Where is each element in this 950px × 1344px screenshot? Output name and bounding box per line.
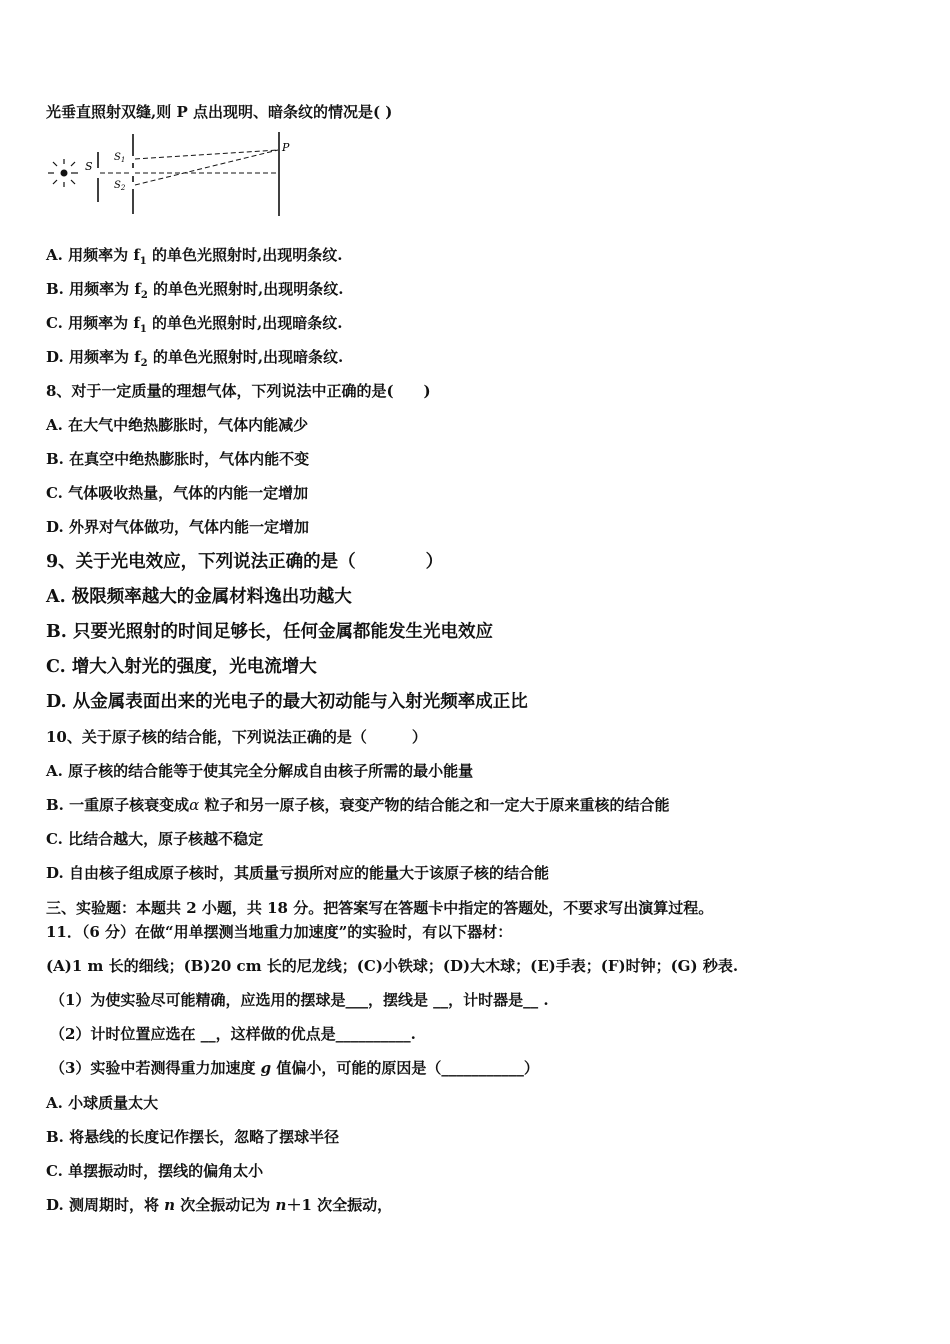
q8-option-c: C. 气体吸收热量，气体的内能一定增加 [46,484,309,502]
q8-stem: 8、对于一定质量的理想气体，下列说法中正确的是( ) [46,382,431,400]
q10-option-c: C. 比结合越大，原子核越不稳定 [46,830,264,848]
q8-option-b: B. 在真空中绝热膨胀时，气体内能不变 [46,450,310,468]
q9-option-c: C. 增大入射光的强度，光电流增大 [46,657,317,677]
ray-s2-to-p [135,150,278,185]
label-s2: $S_2$ [114,180,126,192]
q7-option-a: A. 用频率为 $f_1$ 的单色光照射时,出现明条纹. [46,246,343,267]
question-intro: 光垂直照射双缝,则 P 点出现明、暗条纹的情况是( ) [46,103,393,121]
q11-sub3: （3）实验中若测得重力加速度 g 值偏小，可能的原因是（___________） [50,1059,539,1077]
q11-option-a: A. 小球质量太大 [46,1094,159,1112]
q10-stem: 10、关于原子核的结合能，下列说法正确的是（ ） [46,728,427,746]
q11-sub1: （1）为使实验尽可能精确，应选用的摆球是___，摆线是 __，计时器是__ . [50,991,549,1009]
q10-option-b: B. 一重原子核衰变成α 粒子和另一原子核，衰变产物的结合能之和一定大于原来重核的结合能 [46,796,670,814]
ray-s1-to-p [135,150,278,159]
q10-option-a: A. 原子核的结合能等于使其完全分解成自由核子所需的最小能量 [46,762,474,780]
q7-option-b: B. 用频率为 $f_2$ 的单色光照射时,出现明条纹. [46,280,344,301]
q11-equipment: (A)1 m 长的细线；(B)20 cm 长的尼龙线；(C)小铁球；(D)大木球；(E)手表；(F)时钟；(G) 秒表. [46,957,739,975]
light-source-icon [61,170,68,177]
label-s1: $S_1$ [114,152,126,164]
q11-option-c: C. 单摆振动时，摆线的偏角太小 [46,1162,264,1180]
label-p: P [282,141,290,154]
section-3-heading: 三、实验题：本题共 2 小题，共 18 分。把答案写在答题卡中指定的答题处，不要求写出演算过程。 [46,899,714,917]
q9-option-d: D. 从金属表面出来的光电子的最大初动能与入射光频率成正比 [46,692,528,712]
q9-option-b: B. 只要光照射的时间足够长，任何金属都能发生光电效应 [46,622,493,642]
q11-sub2: （2）计时位置应选在 __，这样做的优点是__________. [50,1025,416,1043]
double-slit-diagram [44,128,306,220]
q7-option-c: C. 用频率为 $f_1$ 的单色光照射时,出现暗条纹. [46,314,343,335]
q8-option-a: A. 在大气中绝热膨胀时，气体内能减少 [46,416,309,434]
label-s: S [85,160,93,173]
q10-option-d: D. 自由核子组成原子核时，其质量亏损所对应的能量大于该原子核的结合能 [46,864,549,882]
q11-stem: 11．（6 分）在做“用单摆测当地重力加速度”的实验时，有以下器材： [46,923,513,941]
q8-option-d: D. 外界对气体做功，气体内能一定增加 [46,518,309,536]
q9-stem: 9、关于光电效应，下列说法正确的是（ ） [46,552,444,572]
q9-option-a: A. 极限频率越大的金属材料逸出功越大 [46,587,352,607]
q11-option-b: B. 将悬线的长度记作摆长，忽略了摆球半径 [46,1128,340,1146]
q7-option-d: D. 用频率为 $f_2$ 的单色光照射时,出现暗条纹. [46,348,344,369]
q11-option-d: D. 测周期时，将 n 次全振动记为 n＋1 次全振动， [46,1196,393,1214]
